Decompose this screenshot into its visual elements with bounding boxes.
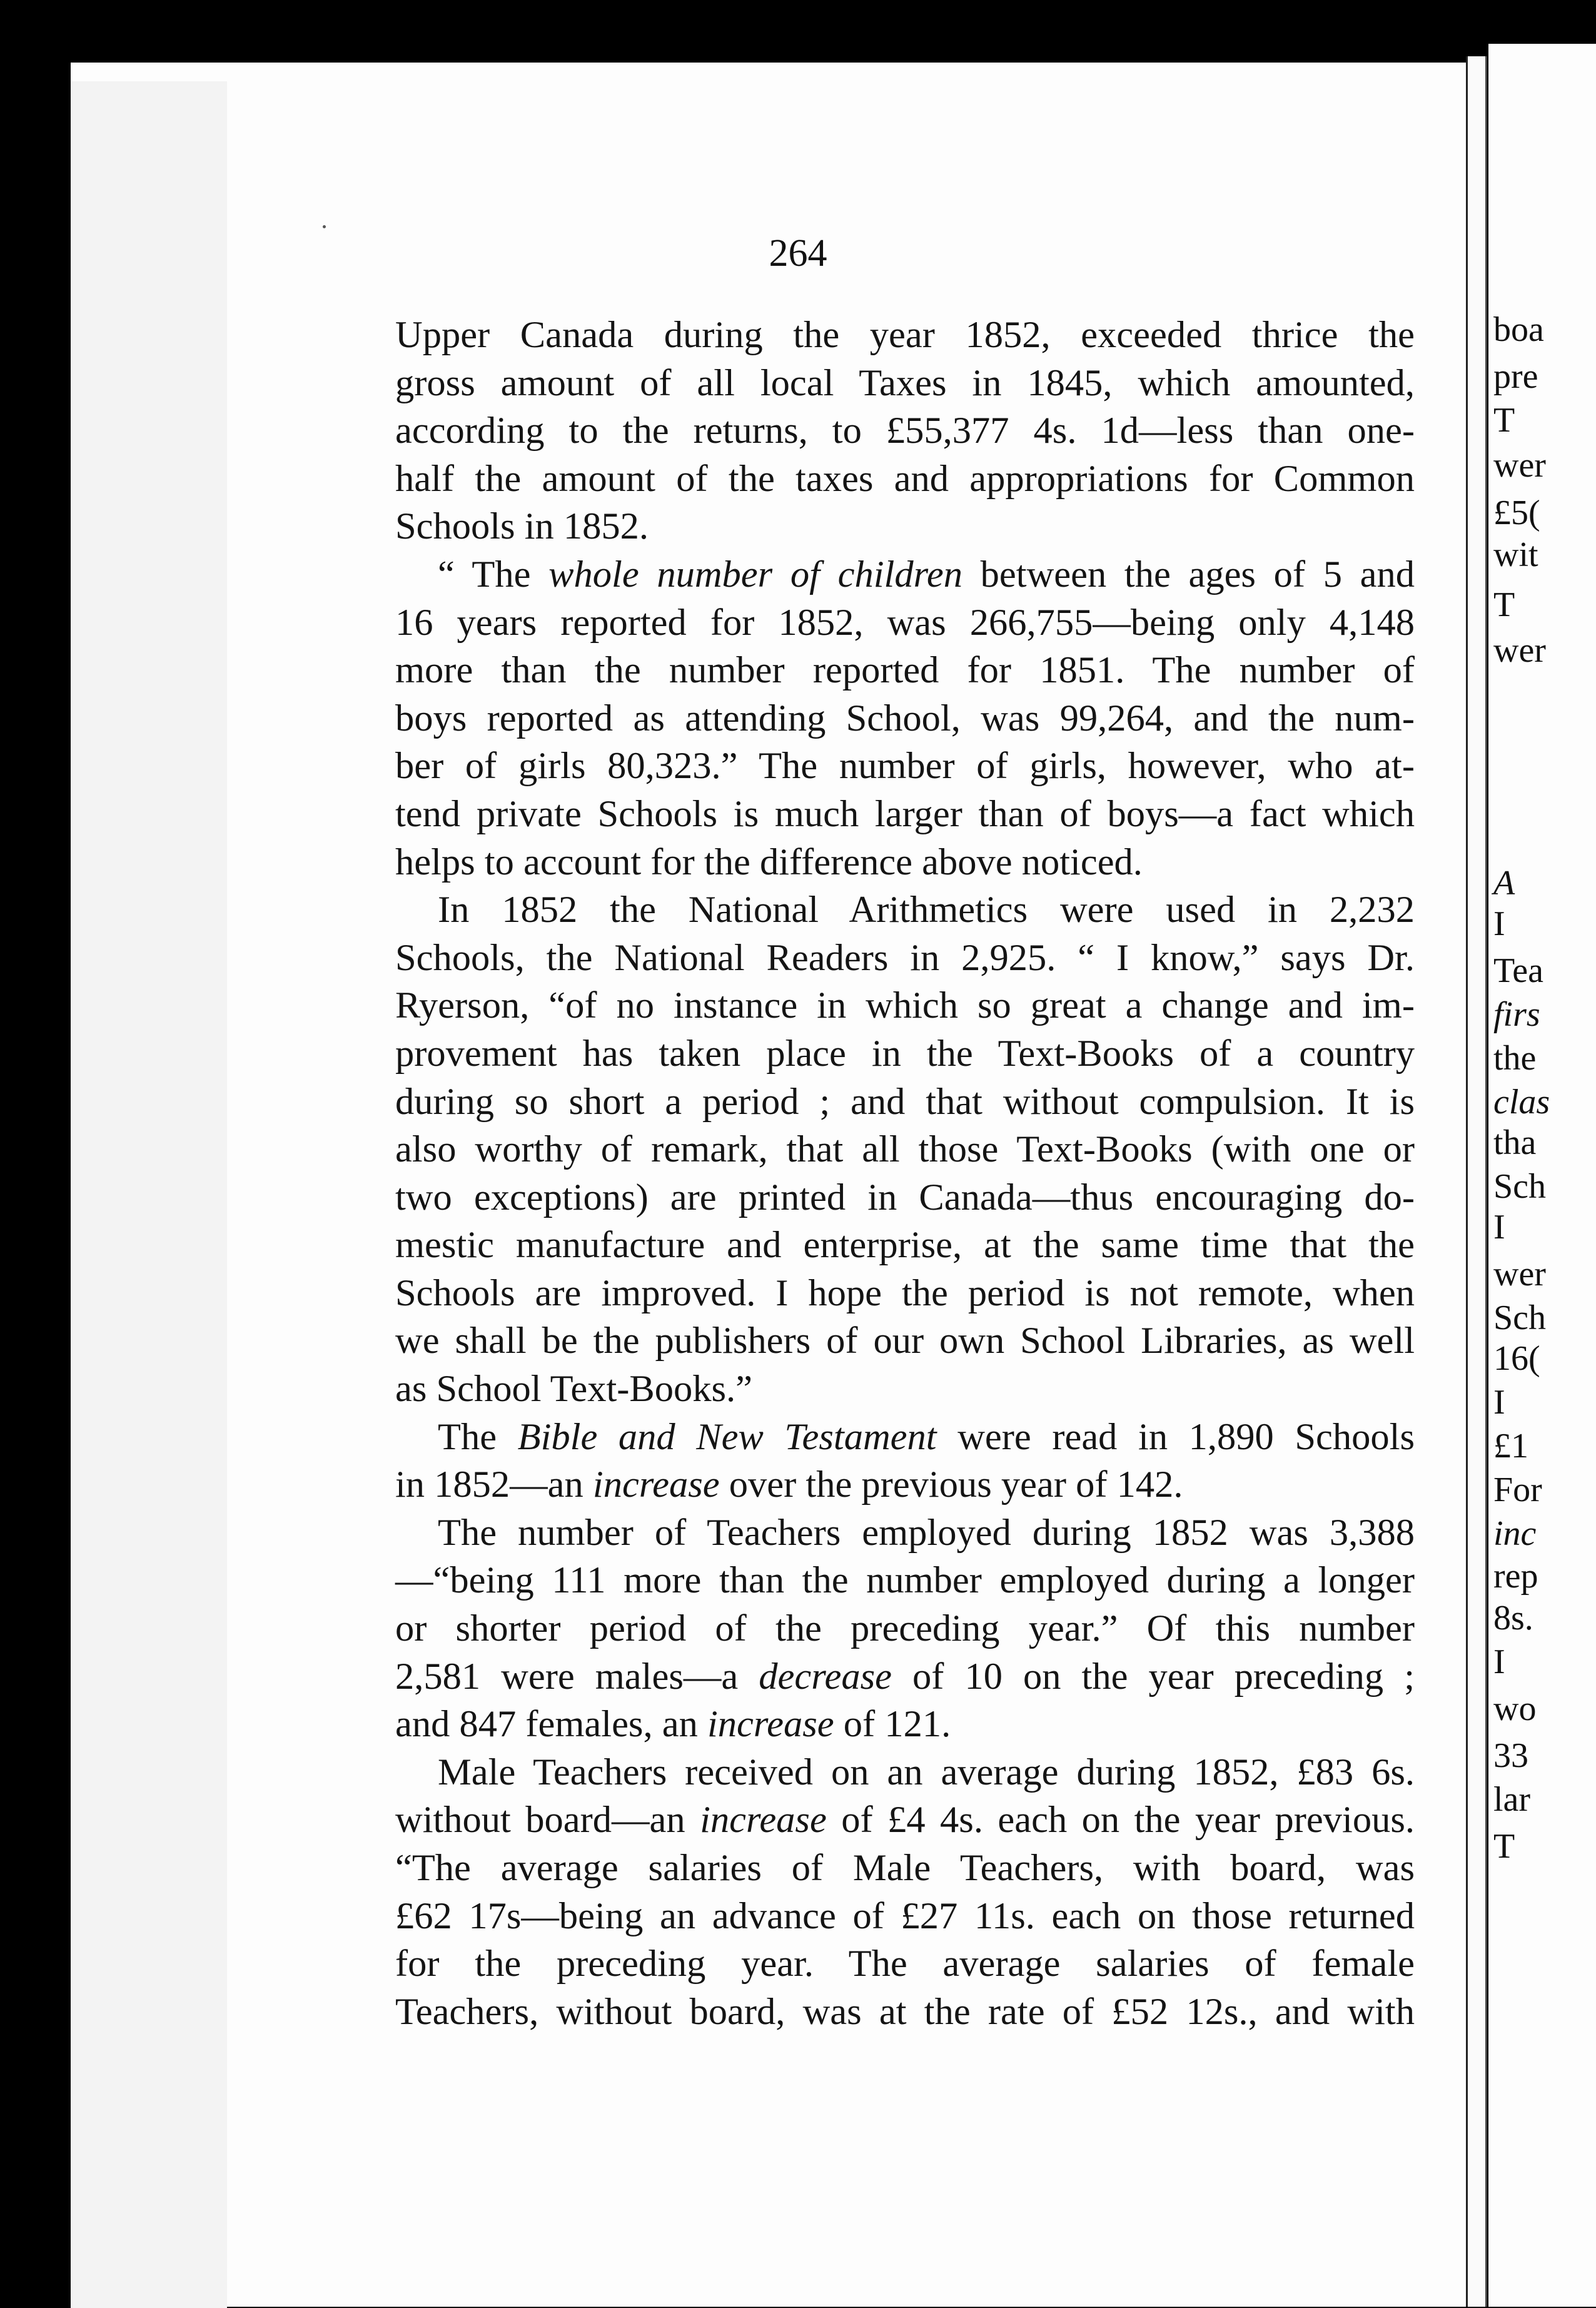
text-segment: “The average salaries of Male Teachers, with board, was: [395, 1847, 1415, 1889]
facing-page-fragment: T: [1493, 585, 1515, 624]
facing-page-fragment: I: [1493, 1642, 1505, 1681]
text-segment: during so short a period ; and that without compulsion. It is: [395, 1080, 1415, 1123]
text-segment: in 1852—an: [395, 1464, 593, 1506]
text-segment: increase: [707, 1703, 834, 1746]
text-line: [395, 1126, 1415, 1174]
text-line: [395, 1893, 1415, 1941]
text-segment: we shall be the publishers of our own School Libraries, as well: [395, 1320, 1415, 1362]
text-segment: Teachers, without board, was at the rate of £52 12s., and with: [395, 1990, 1415, 2033]
text-segment: gross amount of all local Taxes in 1845, which amounted,: [395, 362, 1415, 404]
text-segment: two exceptions) are printed in Canada—thus encouraging do-: [395, 1176, 1415, 1218]
page-number: 264: [769, 232, 827, 275]
facing-page-fragment: clas: [1493, 1083, 1550, 1121]
text-segment: boys reported as attending School, was 99,264, and the num-: [395, 697, 1415, 739]
facing-page-fragment: Sch: [1493, 1298, 1546, 1337]
text-line: [395, 1317, 1415, 1365]
text-line: [395, 1414, 1415, 1462]
facing-page-fragment: wer: [1493, 631, 1546, 670]
text-line: [395, 1557, 1415, 1605]
facing-page-fragment: I: [1493, 1208, 1505, 1247]
text-line: [395, 886, 1415, 934]
facing-page-fragment: wer: [1493, 446, 1546, 485]
text-segment: over the previous year of 142.: [719, 1464, 1183, 1506]
text-segment: of 121.: [834, 1703, 951, 1746]
facing-page-fragment: Tea: [1493, 951, 1544, 990]
text-segment: “ The: [438, 553, 549, 595]
text-segment: Bible and New Testament: [517, 1415, 937, 1458]
text-segment: more than the number reported for 1851. The number of: [395, 649, 1415, 692]
text-line: [395, 839, 1415, 887]
facing-page-fragment: 8s.: [1493, 1599, 1533, 1637]
text-segment: mestic manufacture and enterprise, at the same time that the: [395, 1224, 1415, 1267]
text-line: [395, 503, 1415, 551]
text-line: [395, 1940, 1415, 1988]
text-line: [395, 360, 1415, 408]
text-segment: or shorter period of the preceding year.” Of this number: [395, 1607, 1415, 1650]
text-line: [395, 551, 1415, 599]
text-segment: Schools are improved. I hope the period is not remote, when: [395, 1272, 1415, 1314]
facing-page-fragment: rep: [1493, 1557, 1538, 1596]
text-segment: of 10 on the year preceding ;: [892, 1655, 1415, 1698]
text-line: [395, 1222, 1415, 1270]
text-line: [395, 1845, 1415, 1893]
text-segment: tend private Schools is much larger than of boys—a fact which: [395, 792, 1415, 835]
text-segment: The number of Teachers employed during 1852 was 3,388: [438, 1511, 1415, 1554]
text-line: [395, 1365, 1415, 1414]
text-segment: £62 17s—being an advance of £27 11s. each on those returned: [395, 1895, 1415, 1937]
facing-page-fragment: wer: [1493, 1255, 1546, 1293]
facing-page-fragment: lar: [1493, 1780, 1531, 1819]
text-line: [395, 1030, 1415, 1078]
text-segment: The: [438, 1415, 518, 1458]
text-segment: Schools, the National Readers in 2,925. “ I know,” says Dr.: [395, 936, 1415, 979]
text-segment: half the amount of the taxes and appropriations for Common: [395, 457, 1415, 500]
text-segment: ber of girls 80,323.” The number of girls, however, who at-: [395, 745, 1415, 787]
text-line: [395, 982, 1415, 1030]
page-gutter-shadow: [71, 81, 227, 2308]
text-line: [395, 407, 1415, 455]
facing-page-fragment: inc: [1493, 1514, 1537, 1553]
body-text: [395, 311, 1415, 2036]
text-segment: 16 years reported for 1852, was 266,755—being only 4,148: [395, 601, 1415, 644]
text-segment: Ryerson, “of no instance in which so great a change and im-: [395, 984, 1415, 1027]
text-line: [395, 1078, 1415, 1126]
text-segment: 2,581 were males—a: [395, 1655, 759, 1698]
text-segment: between the ages of 5 and: [962, 553, 1415, 595]
text-line: [395, 1509, 1415, 1557]
facing-page-fragment: wit: [1493, 535, 1538, 574]
text-segment: also worthy of remark, that all those Text-Books (with one or: [395, 1128, 1415, 1171]
text-segment: decrease: [759, 1655, 892, 1698]
facing-page-fragment: tha: [1493, 1123, 1537, 1162]
facing-page-fragment: T: [1493, 1827, 1515, 1866]
facing-page-fragment: A: [1493, 864, 1515, 903]
text-segment: without board—an: [395, 1799, 700, 1841]
facing-page-fragment: For: [1493, 1470, 1542, 1509]
text-line: [395, 1461, 1415, 1509]
facing-page-fragment: £1: [1493, 1427, 1528, 1465]
text-segment: —“being 111 more than the number employed during a longer: [395, 1559, 1415, 1602]
facing-page: [1488, 44, 1596, 2307]
facing-page-fragment: Sch: [1493, 1167, 1546, 1206]
text-segment: and 847 females, an: [395, 1703, 707, 1746]
facing-page-fragment: pre: [1493, 357, 1538, 396]
text-line: [395, 742, 1415, 791]
text-segment: according to the returns, to £55,377 4s. 1d—less than one-: [395, 410, 1415, 452]
facing-page-fragment: £5(: [1493, 493, 1540, 532]
text-segment: increase: [700, 1799, 827, 1841]
text-segment: for the preceding year. The average salaries of female: [395, 1943, 1415, 1985]
text-segment: of £4 4s. each on the year previous.: [826, 1799, 1415, 1841]
text-line: [395, 1701, 1415, 1749]
facing-page-fragment: T: [1493, 401, 1515, 440]
text-segment: Male Teachers received on an average during 1852, £83 6s.: [438, 1751, 1415, 1793]
text-segment: Upper Canada during the year 1852, exceeded thrice the: [395, 314, 1415, 356]
facing-page-fragment: the: [1493, 1039, 1537, 1078]
facing-page-fragment: wo: [1493, 1689, 1537, 1728]
facing-page-fragment: firs: [1493, 995, 1540, 1034]
facing-page-fragment: 16(: [1493, 1339, 1540, 1378]
speck: [323, 225, 326, 228]
facing-page-fragment: boa: [1493, 310, 1544, 349]
text-segment: as School Text-Books.”: [395, 1368, 753, 1410]
text-line: [395, 934, 1415, 983]
text-line: [395, 311, 1415, 360]
text-segment: whole number of children: [548, 553, 962, 595]
facing-page-fragment: I: [1493, 904, 1505, 943]
text-line: [395, 1653, 1415, 1701]
text-line: [395, 1270, 1415, 1318]
facing-page-fragment: I: [1493, 1383, 1505, 1422]
facing-page-fragment: 33: [1493, 1736, 1528, 1775]
page-edge: [1466, 56, 1487, 2307]
text-segment: increase: [592, 1464, 720, 1506]
text-line: [395, 1605, 1415, 1653]
text-line: [395, 1796, 1415, 1845]
text-line: [395, 1988, 1415, 2037]
text-segment: helps to account for the difference above noticed.: [395, 841, 1143, 883]
text-segment: were read in 1,890 Schools: [936, 1415, 1415, 1458]
text-line: [395, 455, 1415, 504]
text-segment: provement has taken place in the Text-Books of a country: [395, 1032, 1415, 1075]
text-line: [395, 599, 1415, 647]
text-segment: In 1852 the National Arithmetics were used in 2,232: [438, 889, 1415, 931]
text-line: [395, 647, 1415, 695]
text-segment: Schools in 1852.: [395, 505, 649, 548]
text-line: [395, 1174, 1415, 1222]
text-line: [395, 791, 1415, 839]
text-line: [395, 695, 1415, 743]
text-line: [395, 1749, 1415, 1797]
